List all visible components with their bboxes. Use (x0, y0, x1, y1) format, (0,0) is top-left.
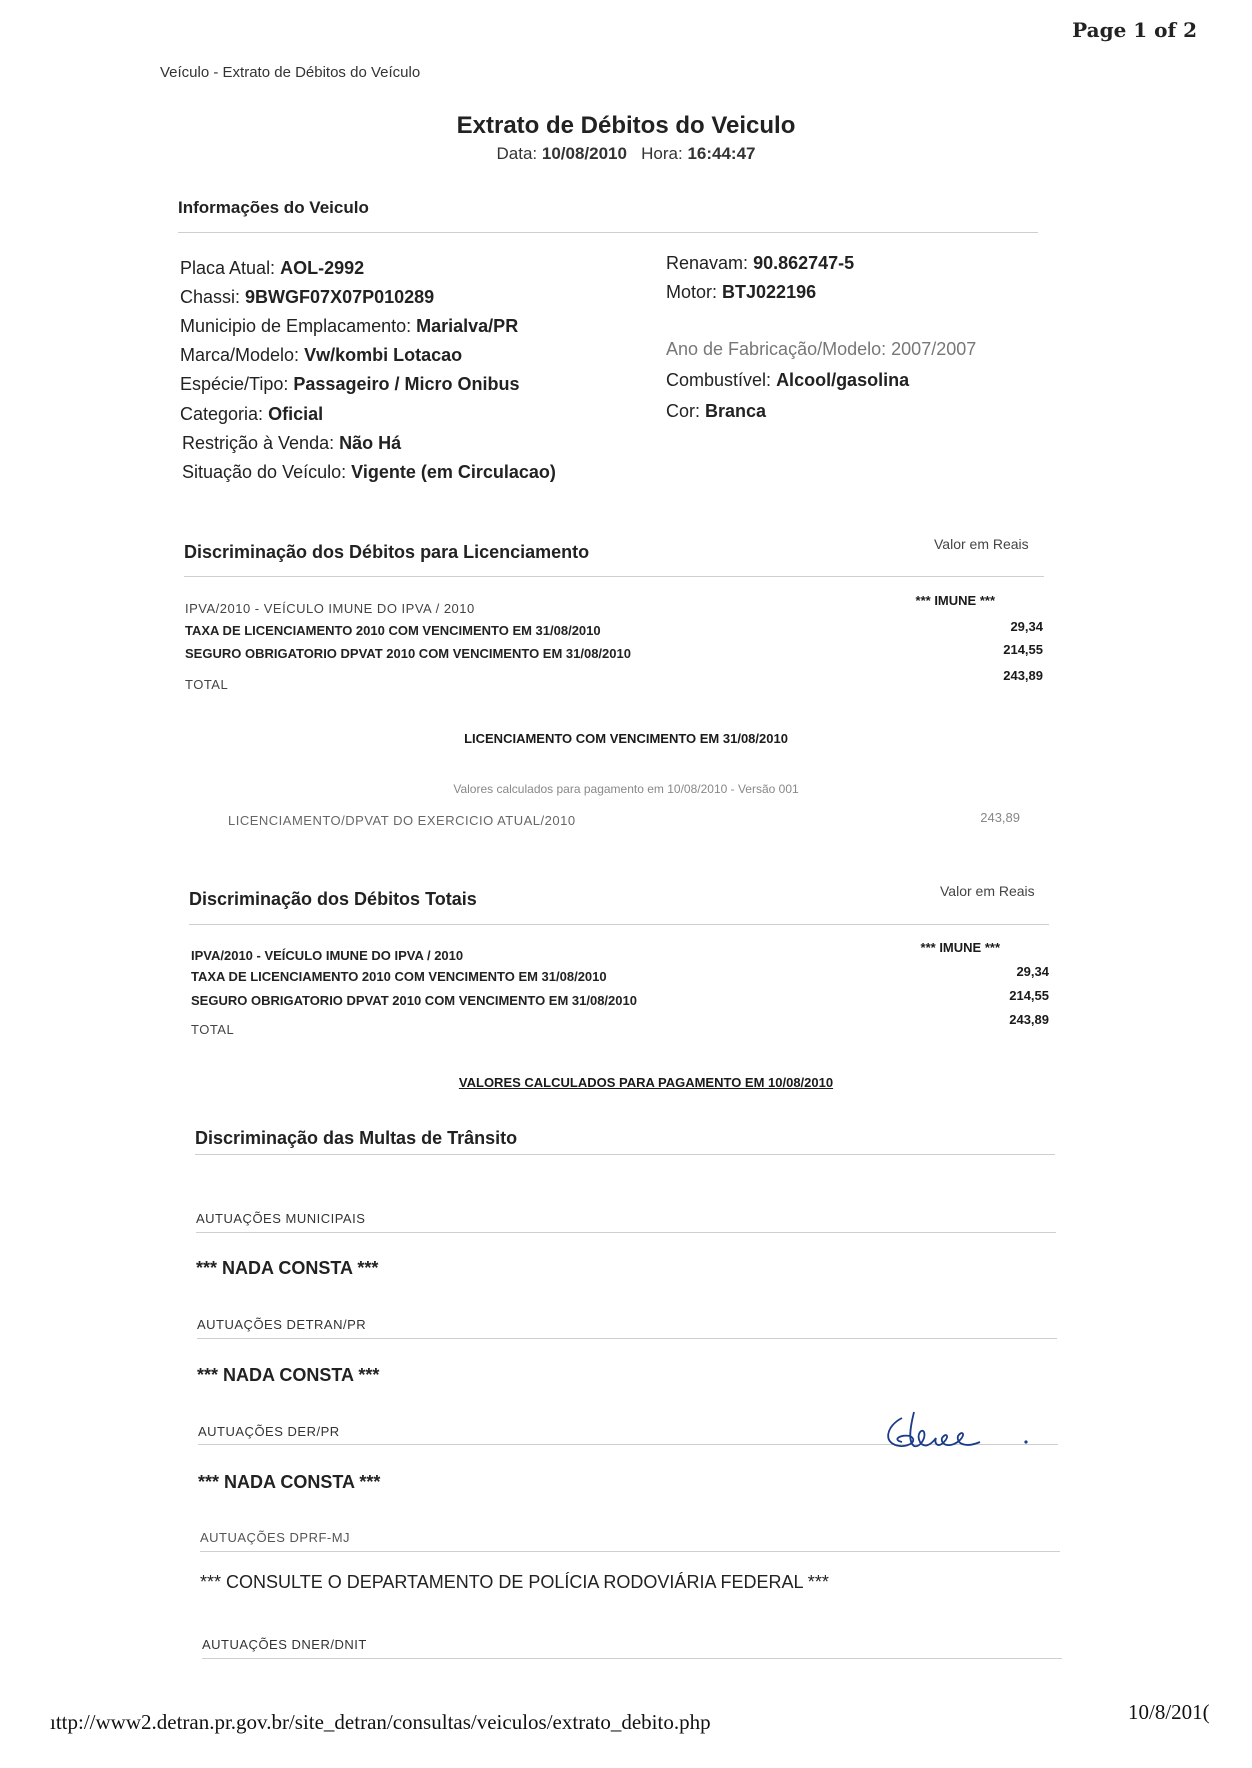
field-categoria: Categoria: Oficial (180, 404, 324, 424)
totais-currency-label: Valor em Reais (940, 883, 1035, 899)
multa-group-head: AUTUAÇÕES DER/PR (198, 1424, 340, 1439)
tot-row-value: 29,34 (1016, 964, 1049, 979)
signature-text: Edee (880, 1408, 883, 1409)
lic-row-desc: IPVA/2010 - VEÍCULO IMUNE DO IPVA / 2010 (185, 601, 475, 616)
divider (196, 1232, 1056, 1233)
tot-row-value: 243,89 (1009, 1012, 1049, 1027)
divider (197, 1338, 1057, 1339)
multas-title: Discriminação das Multas de Trânsito (195, 1128, 518, 1148)
field-renavam: Renavam: 90.862747-5 (666, 253, 855, 273)
lic-row-value: *** IMUNE *** (915, 593, 995, 608)
field-combustivel: Combustível: Alcool/gasolina (666, 370, 910, 390)
lic-row-value: 243,89 (1003, 668, 1043, 683)
multa-group-head: AUTUAÇÕES DPRF-MJ (200, 1530, 351, 1545)
totais-calc-line: VALORES CALCULADOS PARA PAGAMENTO EM 10/08/2010 (458, 1075, 834, 1090)
time-value: 16:44:47 (687, 144, 756, 163)
field-especie-tipo: Espécie/Tipo: Passageiro / Micro Onibus (180, 374, 520, 394)
tot-row-desc: TOTAL (191, 1022, 235, 1037)
multa-group-body: *** CONSULTE O DEPARTAMENTO DE POLÍCIA RODOVIÁRIA FEDERAL *** (200, 1572, 829, 1592)
totais-title: Discriminação dos Débitos Totais (189, 889, 477, 909)
field-placa: Placa Atual: AOL-2992 (180, 258, 365, 278)
licenciamento-title: Discriminação dos Débitos para Licenciamento (184, 542, 590, 562)
multa-group-body: *** NADA CONSTA *** (196, 1258, 379, 1278)
time-label: Hora: (641, 144, 683, 163)
divider (202, 1658, 1062, 1659)
field-chassi: Chassi: 9BWGF07X07P010289 (180, 287, 435, 307)
signature (880, 1408, 1040, 1458)
calc-note: Valores calculados para pagamento em 10/08/2010 - Versão 001 (453, 782, 799, 796)
tot-row-desc: TAXA DE LICENCIAMENTO 2010 COM VENCIMENTO EM 31/08/2010 (191, 969, 607, 984)
multa-group-head: AUTUAÇÕES DNER/DNIT (202, 1637, 367, 1652)
field-marca-modelo: Marca/Modelo: Vw/kombi Lotacao (180, 345, 463, 365)
field-cor: Cor: Branca (666, 401, 767, 421)
page-title: Extrato de Débitos do Veiculo (456, 112, 796, 139)
date-label: Data: (496, 144, 538, 163)
multa-group-head: AUTUAÇÕES MUNICIPAIS (196, 1211, 366, 1226)
date-value: 10/08/2010 (541, 144, 627, 163)
lic-row-desc: TOTAL (185, 677, 229, 692)
field-motor: Motor: BTJ022196 (666, 282, 817, 302)
exercise-desc: LICENCIAMENTO/DPVAT DO EXERCICIO ATUAL/2010 (228, 813, 576, 828)
multa-group-body: *** NADA CONSTA *** (198, 1472, 381, 1492)
page-number: Page 1 of 2 (1072, 18, 1197, 42)
field-situacao: Situação do Veículo: Vigente (em Circulacao) (182, 462, 556, 482)
multa-group-head: AUTUAÇÕES DETRAN/PR (197, 1317, 367, 1332)
tot-row-value: *** IMUNE *** (920, 940, 1000, 955)
tot-row-value: 214,55 (1009, 988, 1049, 1003)
footer-date: 10/8/201( (1128, 1700, 1210, 1724)
divider (178, 232, 1038, 233)
vehicle-section-title: Informações do Veiculo (178, 198, 369, 217)
licenciamento-currency-label: Valor em Reais (934, 536, 1029, 552)
tot-row-desc: IPVA/2010 - VEÍCULO IMUNE DO IPVA / 2010 (191, 948, 464, 963)
divider (195, 1154, 1055, 1155)
licenciamento-due-line: LICENCIAMENTO COM VENCIMENTO EM 31/08/2010 (464, 731, 788, 746)
lic-row-desc: SEGURO OBRIGATORIO DPVAT 2010 COM VENCIMENTO EM 31/08/2010 (185, 646, 631, 661)
lic-row-value: 214,55 (1003, 642, 1043, 657)
lic-row-value: 29,34 (1010, 619, 1043, 634)
lic-row-desc: TAXA DE LICENCIAMENTO 2010 COM VENCIMENTO EM 31/08/2010 (185, 623, 601, 638)
exercise-value: 243,89 (980, 810, 1020, 825)
field-ano: Ano de Fabricação/Modelo: 2007/2007 (666, 339, 977, 359)
multa-group-body: *** NADA CONSTA *** (197, 1365, 380, 1385)
tot-row-desc: SEGURO OBRIGATORIO DPVAT 2010 COM VENCIMENTO EM 31/08/2010 (191, 993, 637, 1008)
breadcrumb: Veículo - Extrato de Débitos do Veículo (160, 64, 421, 81)
field-municipio: Municipio de Emplacamento: Marialva/PR (180, 316, 519, 336)
footer-url: ıttp://www2.detran.pr.gov.br/site_detran/consultas/veiculos/extrato_debito.php (50, 1710, 711, 1734)
divider (189, 924, 1049, 925)
date-time-line (0, 144, 1252, 164)
divider (200, 1551, 1060, 1552)
field-restricao: Restrição à Venda: Não Há (182, 433, 402, 453)
divider (184, 576, 1044, 577)
